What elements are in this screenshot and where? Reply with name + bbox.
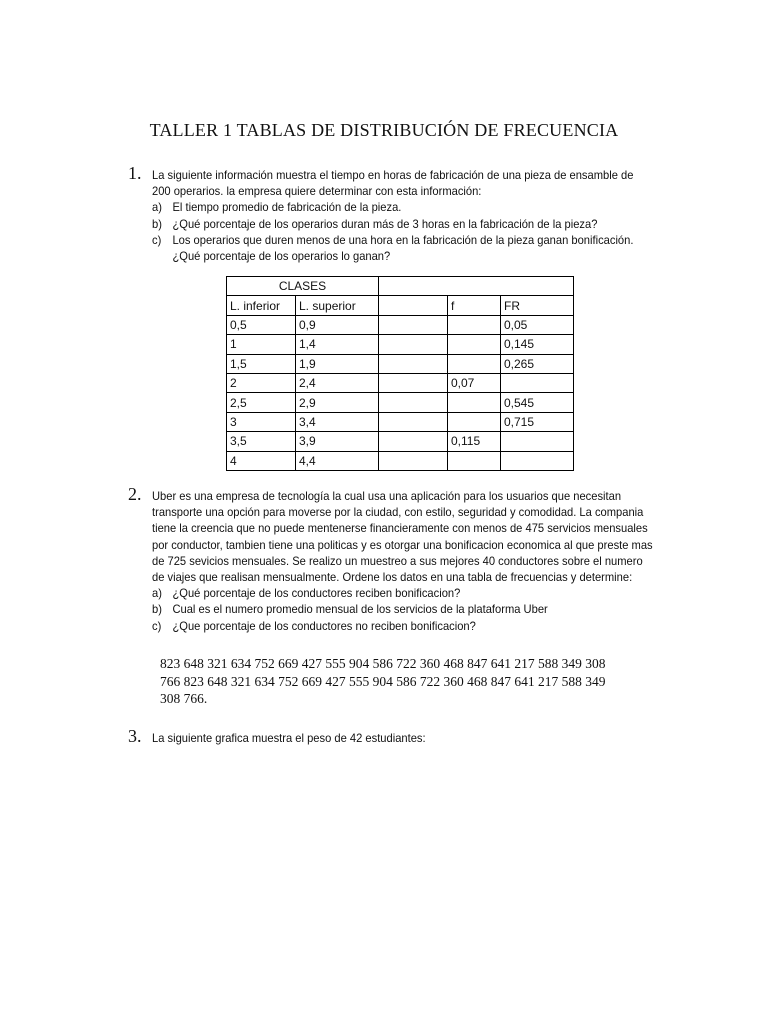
- item-text: El tiempo promedio de fabricación de la pieza.: [172, 200, 402, 215]
- question-1-item-c: [152, 232, 662, 264]
- table-header-cell: L. superior: [296, 296, 379, 315]
- table-cell: [379, 412, 448, 431]
- table-cell: 2,4: [296, 373, 379, 392]
- table-header-row: [227, 296, 574, 315]
- table-row: [227, 432, 574, 451]
- item-text: ¿Qué porcentaje de los operarios duran más de 3 horas en la fabricación de la pieza?: [172, 216, 598, 231]
- item-letter: b): [152, 216, 162, 231]
- question-1-intro-line-1: La siguiente información muestra el tiempo en horas de fabricación de una pieza de ensamble de: [152, 168, 634, 182]
- item-letter: a): [152, 586, 162, 601]
- item-letter: c): [152, 232, 162, 247]
- table-cell: [448, 412, 501, 431]
- table-header-cell: f: [448, 296, 501, 315]
- table-cell: 3: [227, 412, 296, 431]
- table-cell: 3,9: [296, 432, 379, 451]
- table-cell: 0,545: [501, 393, 574, 412]
- table-cell: [501, 373, 574, 392]
- question-2-line: Uber es una empresa de tecnología la cual usa una aplicación para los usuarios que necesitan: [152, 489, 622, 503]
- table-cell: [501, 432, 574, 451]
- question-2-number: 2.: [128, 484, 142, 504]
- table-cell: 0,145: [501, 335, 574, 354]
- table-cell: [448, 335, 501, 354]
- document-title: TALLER 1 TABLAS DE DISTRIBUCIÓN DE FRECUENCIA: [149, 120, 619, 140]
- table-cell: 1,5: [227, 354, 296, 373]
- table-cell: 3,4: [296, 412, 379, 431]
- table-cell: [379, 373, 448, 392]
- table-cell: [379, 432, 448, 451]
- table-cell: 1,4: [296, 335, 379, 354]
- question-1-item-b: [152, 216, 662, 232]
- table-group-header-blank: [379, 277, 574, 296]
- frequency-table: [226, 276, 574, 471]
- item-text: Los operarios que duren menos de una hora en la fabricación de la pieza ganan bonificación.: [172, 232, 634, 247]
- table-cell: [501, 451, 574, 470]
- item-letter: a): [152, 200, 162, 215]
- table-cell: [448, 315, 501, 334]
- table-cell: [379, 393, 448, 412]
- table-cell: 2,5: [227, 393, 296, 412]
- table-cell: [379, 354, 448, 373]
- item-text: ¿Que porcentaje de los conductores no reciben bonificacion?: [172, 618, 476, 633]
- question-2-item-a: [152, 585, 662, 601]
- table-group-header: CLASES: [227, 277, 379, 296]
- item-text-continued: ¿Qué porcentaje de los operarios lo ganan?: [172, 249, 391, 264]
- table-row: [227, 354, 574, 373]
- table-cell: 0,05: [501, 315, 574, 334]
- question-1-number: 1.: [128, 163, 142, 183]
- table-cell: 4: [227, 451, 296, 470]
- table-row: [227, 335, 574, 354]
- question-2: [128, 484, 662, 634]
- question-2-line: de viajes que realisan mensualmente. Ordene los datos en una tabla de frecuencias y determine:: [152, 570, 633, 585]
- table-cell: 0,9: [296, 315, 379, 334]
- data-line: 766 823 648 321 634 752 669 427 555 904 586 722 360 468 847 641 217 588 349: [160, 673, 606, 689]
- question-2-item-b: [152, 601, 662, 617]
- data-line: 308 766.: [160, 691, 208, 707]
- table-cell: 1,9: [296, 354, 379, 373]
- table-cell: [448, 354, 501, 373]
- table-cell: [448, 393, 501, 412]
- table-cell: 0,115: [448, 432, 501, 451]
- table-row: [227, 451, 574, 470]
- table-header-cell: [379, 296, 448, 315]
- item-text: Cual es el numero promedio mensual de los servicios de la plataforma Uber: [172, 602, 548, 617]
- table-group-header-row: [227, 277, 574, 296]
- question-2-line: de 725 sevicios mensuales. Se realizo un muestreo a sus mejores 40 conductores sobre el numero: [152, 553, 643, 568]
- table-row: [227, 315, 574, 334]
- table-cell: [379, 315, 448, 334]
- table-row: [227, 373, 574, 392]
- question-3-number: 3.: [128, 726, 142, 746]
- question-2-line: transporte una opción para moverse por la ciudad, con estilo, seguridad y comodidad. La compania: [152, 505, 644, 520]
- table-cell: [379, 451, 448, 470]
- data-line: 823 648 321 634 752 669 427 555 904 586 722 360 468 847 641 217 588 349 308: [160, 656, 606, 671]
- item-letter: b): [152, 602, 162, 617]
- table-cell: [448, 451, 501, 470]
- table-cell: 2,9: [296, 393, 379, 412]
- table-row: [227, 393, 574, 412]
- table-cell: 2: [227, 373, 296, 392]
- question-1-intro-line-2: 200 operarios. la empresa quiere determinar con esta información:: [152, 184, 482, 199]
- question-2-item-c: [152, 618, 662, 634]
- table-header-cell: L. inferior: [227, 296, 296, 315]
- table-header-cell: FR: [501, 296, 574, 315]
- question-2-line: tiene la creencia que no puede mentenerse financieramente con menos de 475 servicios mensuales: [152, 521, 648, 536]
- table-cell: 0,265: [501, 354, 574, 373]
- question-1: [128, 163, 662, 264]
- question-3: [128, 726, 662, 746]
- table-row: [227, 412, 574, 431]
- table-cell: 0,07: [448, 373, 501, 392]
- table-cell: [379, 335, 448, 354]
- table-cell: 0,715: [501, 412, 574, 431]
- item-text: ¿Qué porcentaje de los conductores reciben bonificacion?: [172, 586, 461, 601]
- table-cell: 1: [227, 335, 296, 354]
- table-cell: 0,5: [227, 315, 296, 334]
- question-1-item-a: [152, 199, 662, 215]
- uber-data-values: [160, 655, 660, 708]
- table-cell: 3,5: [227, 432, 296, 451]
- question-2-line: por conductor, tambien tiene una politicas y es otorgar una bonificacion economica al que preste mas: [152, 537, 653, 552]
- question-3-text: La siguiente grafica muestra el peso de 42 estudiantes:: [152, 731, 426, 745]
- table-cell: 4,4: [296, 451, 379, 470]
- item-letter: c): [152, 618, 162, 633]
